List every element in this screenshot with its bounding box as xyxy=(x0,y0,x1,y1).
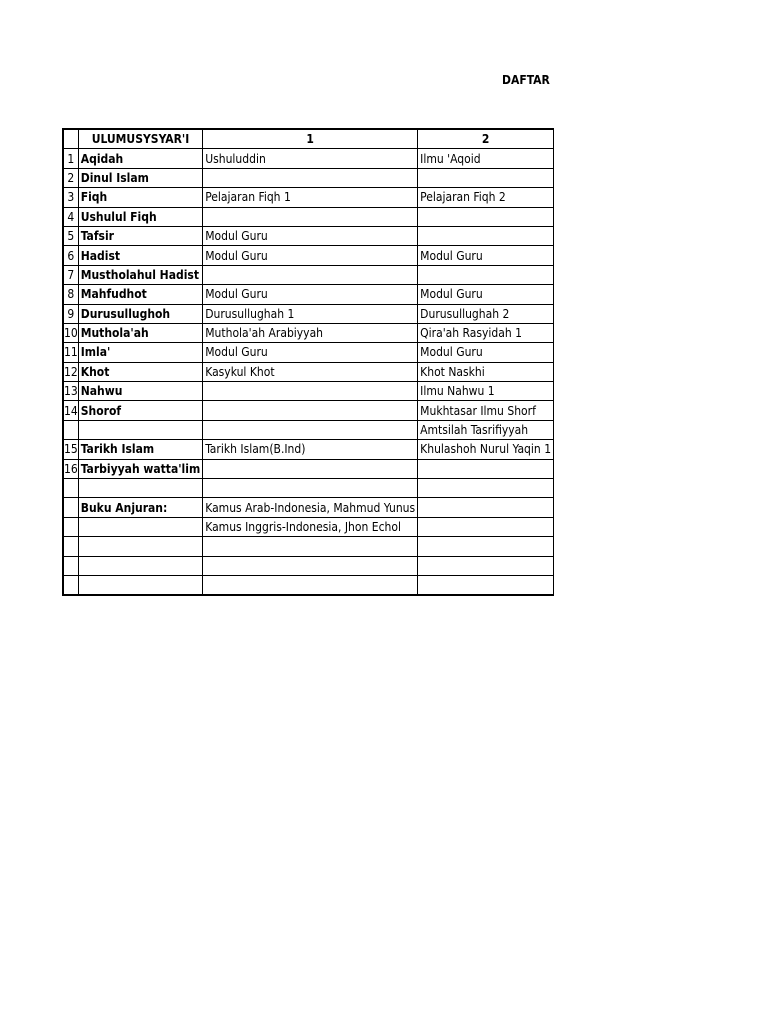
cell-subject xyxy=(78,362,202,381)
cell-number xyxy=(63,479,78,498)
cell-book-1 xyxy=(203,459,418,478)
cell-number xyxy=(63,440,78,459)
cell-book-1 xyxy=(203,517,418,536)
cell-book-1-text: Tarikh Islam(B.Ind) xyxy=(205,442,306,457)
cell-number xyxy=(63,362,78,381)
cell-book-1-text: Pelajaran Fiqh 1 xyxy=(205,190,291,205)
cell-book-1 xyxy=(203,440,418,459)
cell-book-2-text: Ilmu 'Aqoid xyxy=(420,151,481,166)
cell-subject xyxy=(78,537,202,556)
table-row xyxy=(63,265,554,284)
cell-subject xyxy=(78,382,202,401)
table-row xyxy=(63,517,554,536)
cell-book-2 xyxy=(418,149,554,168)
cell-number xyxy=(63,459,78,478)
cell-subject xyxy=(78,479,202,498)
cell-subject xyxy=(78,226,202,245)
cell-number xyxy=(63,343,78,362)
cell-book-1-text: Modul Guru xyxy=(205,248,268,263)
cell-book-2 xyxy=(418,265,554,284)
cell-book-1-text: Kamus Arab-Indonesia, Mahmud Yunus xyxy=(205,500,416,515)
cell-book-1-text: Kasykul Khot xyxy=(205,364,275,379)
cell-book-2 xyxy=(418,304,554,323)
cell-number xyxy=(63,498,78,517)
cell-subject xyxy=(78,459,202,478)
cell-book-1 xyxy=(203,168,418,187)
cell-number-text: 7 xyxy=(67,267,75,282)
cell-subject xyxy=(78,285,202,304)
cell-book-1 xyxy=(203,479,418,498)
cell-subject xyxy=(78,207,202,226)
cell-book-2-text: Modul Guru xyxy=(420,345,483,360)
cell-subject-text: Mustholahul Hadist xyxy=(80,267,200,282)
cell-subject-text: Imla' xyxy=(80,345,111,360)
cell-book-1 xyxy=(203,537,418,556)
cell-subject-text: Tarikh Islam xyxy=(80,442,155,457)
cell-book-1 xyxy=(203,304,418,323)
cell-book-2-text: Modul Guru xyxy=(420,248,483,263)
cell-book-1 xyxy=(203,265,418,284)
cell-subject xyxy=(78,420,202,439)
cell-book-1-text: Modul Guru xyxy=(205,287,268,302)
cell-number xyxy=(63,304,78,323)
cell-book-2 xyxy=(418,479,554,498)
cell-book-1-text: Ushuluddin xyxy=(205,151,266,166)
table-header-row xyxy=(63,129,554,149)
header-subject: ULUMUSYSYAR'I xyxy=(78,129,202,149)
cell-subject xyxy=(78,168,202,187)
cell-number xyxy=(63,420,78,439)
cell-book-2 xyxy=(418,362,554,381)
cell-number-text: 12 xyxy=(64,364,78,379)
cell-subject xyxy=(78,401,202,420)
cell-book-1 xyxy=(203,575,418,595)
cell-subject-text: Durusullughoh xyxy=(80,306,171,321)
table-row xyxy=(63,343,554,362)
cell-book-2 xyxy=(418,285,554,304)
header-book-2: 2 xyxy=(418,129,554,149)
cell-subject-text: Dinul Islam xyxy=(80,170,149,185)
table-body xyxy=(63,149,554,595)
table-row xyxy=(63,304,554,323)
cell-book-2-text: Mukhtasar Ilmu Shorf xyxy=(420,403,536,418)
cell-number xyxy=(63,168,78,187)
cell-book-1 xyxy=(203,246,418,265)
table-row xyxy=(63,323,554,342)
table-row xyxy=(63,226,554,245)
document-title: DAFTAR xyxy=(502,73,550,87)
cell-subject xyxy=(78,265,202,284)
cell-number xyxy=(63,575,78,595)
book-list-table xyxy=(62,128,554,596)
cell-book-1 xyxy=(203,226,418,245)
table-row xyxy=(63,382,554,401)
cell-subject-text: Muthola'ah xyxy=(80,326,149,341)
cell-subject-text: Ushulul Fiqh xyxy=(80,209,157,224)
cell-subject xyxy=(78,498,202,517)
cell-subject-text: Khot xyxy=(80,364,110,379)
table-row xyxy=(63,498,554,517)
cell-number xyxy=(63,285,78,304)
table-row xyxy=(63,420,554,439)
cell-book-1 xyxy=(203,362,418,381)
cell-book-2-text: Durusullughah 2 xyxy=(420,306,510,321)
cell-number-text: 10 xyxy=(64,326,78,341)
cell-subject-text: Buku Anjuran: xyxy=(80,500,168,515)
cell-book-1 xyxy=(203,498,418,517)
cell-book-1-text: Muthola'ah Arabiyyah xyxy=(205,326,324,341)
cell-book-2-text: Ilmu Nahwu 1 xyxy=(420,384,495,399)
cell-number xyxy=(63,382,78,401)
cell-number-text: 2 xyxy=(67,170,75,185)
cell-subject xyxy=(78,517,202,536)
cell-book-1-text: Durusullughah 1 xyxy=(205,306,295,321)
table-row xyxy=(63,575,554,595)
cell-number-text: 15 xyxy=(64,442,78,457)
table-row xyxy=(63,459,554,478)
cell-book-2-text: Modul Guru xyxy=(420,287,483,302)
cell-book-2 xyxy=(418,420,554,439)
cell-subject xyxy=(78,556,202,575)
cell-number xyxy=(63,226,78,245)
cell-book-1 xyxy=(203,343,418,362)
cell-subject xyxy=(78,149,202,168)
cell-subject-text: Tarbiyyah watta'lim xyxy=(80,461,201,476)
cell-subject xyxy=(78,304,202,323)
cell-number xyxy=(63,246,78,265)
cell-book-1 xyxy=(203,149,418,168)
cell-book-2 xyxy=(418,207,554,226)
cell-number-text: 1 xyxy=(67,151,75,166)
cell-number-text: 3 xyxy=(67,190,75,205)
cell-book-2 xyxy=(418,188,554,207)
cell-book-1-text: Modul Guru xyxy=(205,229,268,244)
cell-number-text: 9 xyxy=(67,306,75,321)
cell-book-2-text: Qira'ah Rasyidah 1 xyxy=(420,326,523,341)
cell-subject xyxy=(78,575,202,595)
header-book-1: 1 xyxy=(203,129,418,149)
cell-book-2 xyxy=(418,517,554,536)
cell-book-2 xyxy=(418,226,554,245)
cell-book-2 xyxy=(418,382,554,401)
cell-number xyxy=(63,188,78,207)
cell-book-2 xyxy=(418,323,554,342)
cell-book-2-text: Amtsilah Tasrifiyyah xyxy=(420,423,529,438)
cell-book-1-text: Kamus Inggris-Indonesia, Jhon Echol xyxy=(205,520,401,534)
cell-subject-text: Shorof xyxy=(80,403,122,418)
cell-number xyxy=(63,537,78,556)
cell-book-1 xyxy=(203,285,418,304)
cell-number xyxy=(63,401,78,420)
table-row xyxy=(63,149,554,168)
cell-book-1 xyxy=(203,401,418,420)
table-row xyxy=(63,401,554,420)
cell-book-2 xyxy=(418,537,554,556)
cell-subject-text: Aqidah xyxy=(80,151,124,166)
cell-subject xyxy=(78,440,202,459)
cell-subject-text: Tafsir xyxy=(80,229,114,244)
cell-book-2 xyxy=(418,440,554,459)
cell-number xyxy=(63,556,78,575)
cell-book-2 xyxy=(418,556,554,575)
table-row xyxy=(63,246,554,265)
cell-subject-text: Hadist xyxy=(80,248,121,263)
cell-book-2-text: Khot Naskhi xyxy=(420,364,485,379)
cell-book-1 xyxy=(203,323,418,342)
cell-subject xyxy=(78,188,202,207)
cell-number-text: 13 xyxy=(64,384,78,399)
table-row xyxy=(63,207,554,226)
cell-book-1 xyxy=(203,556,418,575)
table-row xyxy=(63,537,554,556)
cell-book-2 xyxy=(418,459,554,478)
cell-subject xyxy=(78,343,202,362)
cell-book-2 xyxy=(418,575,554,595)
table-row xyxy=(63,556,554,575)
cell-number-text: 5 xyxy=(67,229,75,244)
cell-subject-text: Fiqh xyxy=(80,190,108,205)
table-row xyxy=(63,168,554,187)
cell-book-1-text: Modul Guru xyxy=(205,345,268,360)
cell-book-1 xyxy=(203,382,418,401)
cell-number xyxy=(63,265,78,284)
cell-number-text: 8 xyxy=(67,287,75,302)
cell-subject-text: Mahfudhot xyxy=(80,287,147,302)
cell-book-2 xyxy=(418,498,554,517)
cell-number xyxy=(63,207,78,226)
cell-subject xyxy=(78,323,202,342)
cell-book-2 xyxy=(418,343,554,362)
table-row xyxy=(63,362,554,381)
cell-book-1 xyxy=(203,420,418,439)
cell-subject xyxy=(78,246,202,265)
cell-book-1 xyxy=(203,188,418,207)
cell-number xyxy=(63,149,78,168)
cell-book-2-text: Khulashoh Nurul Yaqin 1 xyxy=(420,442,552,457)
cell-number-text: 16 xyxy=(64,461,78,476)
cell-number-text: 14 xyxy=(64,403,78,418)
cell-book-2 xyxy=(418,168,554,187)
table-row xyxy=(63,479,554,498)
header-number xyxy=(63,129,78,149)
cell-number-text: 6 xyxy=(67,248,75,263)
cell-book-2-text: Pelajaran Fiqh 2 xyxy=(420,190,506,205)
cell-number xyxy=(63,323,78,342)
cell-number-text: 11 xyxy=(64,345,78,360)
cell-number xyxy=(63,517,78,536)
table-row xyxy=(63,440,554,459)
cell-book-2 xyxy=(418,246,554,265)
cell-book-2 xyxy=(418,401,554,420)
cell-subject-text: Nahwu xyxy=(80,384,123,399)
cell-number-text: 4 xyxy=(67,209,75,224)
table-row xyxy=(63,188,554,207)
cell-book-1 xyxy=(203,207,418,226)
table-row xyxy=(63,285,554,304)
